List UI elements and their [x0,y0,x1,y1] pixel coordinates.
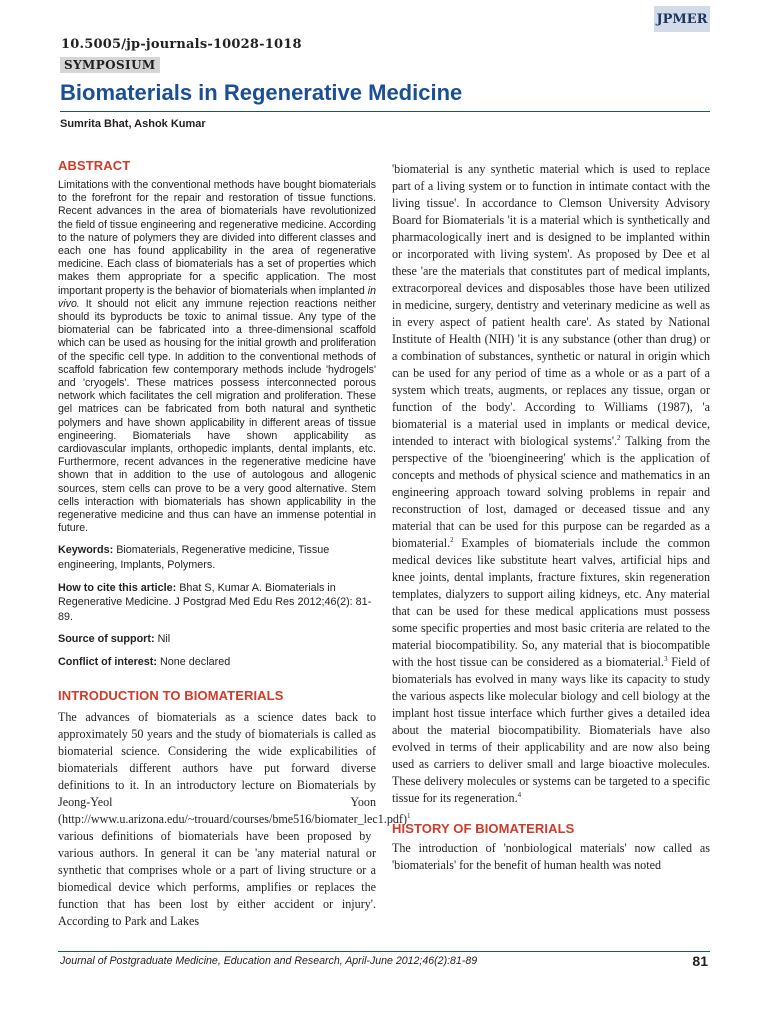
intro-text-part1: The advances of biomaterials as a science dates back to approximately 50 years and the study of biomaterials is called as biomaterial science. Considering the wide explicabilities of biomaterials different authors have put forward diverse definitions to it. In an introductory lecture on Biomaterials by Jeong-Yeol Yoon (http://www.u.arizona.edu/~trouard/courses/bme516/biomater_lec1.pdf) [58,709,407,826]
section-badge: SYMPOSIUM [60,57,160,73]
abstract-text [58,179,376,535]
abstract-italic: in vivo. [58,284,376,310]
left-column [58,158,411,948]
source-of-support [58,632,376,647]
citation-value: Bhat S, Kumar A. Biomaterials in Regenerative Medicine. J Postgrad Med Edu Res 2012;46(2): 81-89. [58,581,372,623]
ref-3: 3 [664,654,668,663]
history-paragraph: The introduction of 'nonbiological materials' now called as 'biomaterials' for the benefit of human health was noted [392,841,710,872]
footer-journal: Journal of Postgraduate Medicine, Education and Research, April-June 2012;46(2):81-89 [60,955,478,967]
citation [58,581,376,625]
abstract-heading: ABSTRACT [58,158,131,173]
abstract-text-part1: Limitations with the conventional methods have bought biomaterials to the forefront for the repair and restoration of tissue functions. Recent advances in the area of biomaterials have revolutionized the field of tissue engineering and regenerative medicine. According to the nature of polymers they are divided into different classes and each one has found applicability in the area of regenerative medicine. Each class of biomaterials has a set of properties which makes them appropriate for a specific application. The most important property is the behavior of biomaterials when implanted [58,179,377,297]
intro-heading: INTRODUCTION TO BIOMATERIALS [58,687,284,703]
keywords [58,543,376,572]
intro-text-part2: various definitions of biomaterials have been proposed by various authors. In general it can be 'any material natural or synthetic that comprises whole or a part of living structure or a biomedical device which performs, amplifies or replaces the function that has been lost by either accident or injury'. According to Park and Lakes [58,828,376,928]
definitions-part3: Examples of biomaterials include the common medical devices like substitute heart valves, artificial hips and knee joints, dental implants, fracture fixtures, skin regeneration templates, dialyzers to support ailing kidneys, etc. Any material that can be used for these medical applications must possess some specific properties and most basic criteria are related to the material biocompatibility. So, any material that is biocompatible with the host tissue can be considered as a biomaterial. [392,536,710,669]
definitions-part2: Talking from the perspective of the 'bioengineering' which is the application of concepts and methods of physical science and mathematics in an engineering approach toward solving problems in repair and reconstruction of lost, damaged or deceased tissue and any material that can be used for this purpose can be regarded as a biomaterial. [392,434,711,550]
ref-1: 1 [406,811,411,820]
definitions-part1: 'biomaterial is any synthetic material which is used to replace part of a living system or to function in intimate contact with the living tissue'. In accordance to Clemson University Advisory Board for Biomaterials 'it is a material which is synthetically and pharmacologically inert and is designed to be implanted within or incorporated with living system'. As proposed by Dee et al these 'are the materials that constitutes part of medical implants, extracorporeal devices and disposables those have been utilized in medicine, surgery, dentistry and veterinary medicine as well as in every aspect of patient health care'. As stated by National Institute of Health (NIH) 'it is any substance (other than drug) or a combination of substances, synthetic or natural in origin which can be used for any period of time as a whole or as a part of a system which treats, augments, or replaces any tissue, organ or function of the body'. According to Williams (1987), 'a biomaterial is a material used in implants or medical device, intended to interact with biological systems'. [392,162,710,448]
conflict-label: Conflict of interest: [58,656,157,669]
doi: 10.5005/jp-journals-10028-1018 [61,37,302,52]
ref-4: 4 [517,790,522,799]
definitions-paragraph [392,161,710,807]
footer-rule [58,951,710,952]
page-number: 81 [692,953,708,969]
right-column [392,161,710,951]
abstract-text-part2: It should not elicit any immune rejection reactions neither should its byproducts be toxic to animal tissue. Any type of the biomaterial can be fabricated into a three-dimensional scaffold which can be used as housing for the initial growth and proliferation of the specific cell type. In addition to the conventional methods of scaffold fabrication few contemporary methods include 'hydrogels' and 'cryogels'. These matrices possess interconnected porous network which facilitates the cell migration and proliferation. These gel matrices can be fabricated from both natural and synthetic polymers and have shown applicability in different areas of tissue engineering. Biomaterials have shown applicability as cardiovascular implants, orthopedic implants, dental implants, etc. Furthermore, recent advances in the regenerative medicine have shown that in addition to the use of autologous and allogenic sources, stem cells can prove to be a very good alternative. Stem cells interaction with biomaterials has shown applicability in the regenerative medicine and thus can have an immense potential in future. [58,297,376,535]
conflict-of-interest [58,655,376,670]
authors: Sumrita Bhat, Ashok Kumar [60,118,206,130]
keywords-label: Keywords: [58,544,114,557]
ref-2a: 2 [617,433,621,442]
article-title: Biomaterials in Regenerative Medicine [60,80,463,105]
support-value: Nil [157,633,171,646]
journal-tag: JPMER [654,6,710,32]
definitions-part4: Field of biomaterials has evolved in many ways like its capacity to study the various aspects like molecular biology and cell biology at the implant host tissue interface which further gives a detailed idea about the material biocompatibility. Biomaterials have also evolved in terms of their applicability and are now also being used as carriers to deliver small and large bioactive molecules. These delivery molecules or systems can be targeted to a specific tissue for its regeneration. [392,655,710,805]
ref-2b: 2 [450,535,454,544]
citation-label: How to cite this article: [58,581,177,594]
support-label: Source of support: [58,633,155,646]
title-rule [60,111,710,112]
keywords-value: Biomaterials, Regenerative medicine, Tissue engineering, Implants, Polymers. [58,544,330,572]
intro-paragraph [58,709,411,930]
history-heading: HISTORY OF BIOMATERIALS [392,821,575,836]
conflict-value: None declared [159,656,231,669]
